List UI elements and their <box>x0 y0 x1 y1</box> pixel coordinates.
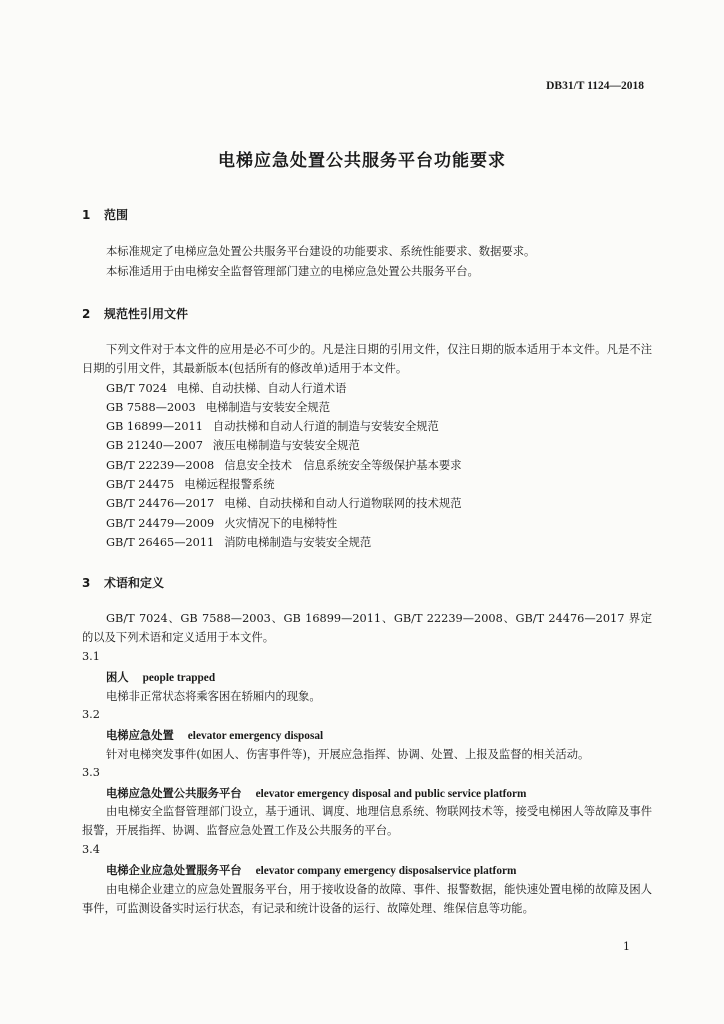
reference-code: GB 21240—2007 <box>106 439 203 452</box>
reference-code: GB/T 24476—2017 <box>106 497 215 510</box>
reference-code: GB/T 7024 <box>106 382 168 395</box>
term-definition: 针对电梯突发事件(如困人、伤害事件等)，开展应急指挥、协调、处置、上报及监督的相关活动。 <box>106 748 590 761</box>
section-title: 规范性引用文件 <box>104 307 189 321</box>
reference-item <box>106 534 371 550</box>
scope-line-1: 本标准规定了电梯应急处置公共服务平台建设的功能要求、系统性能要求、数据要求。 <box>106 245 536 258</box>
term-heading <box>106 669 215 685</box>
standard-code: DB31/T 1124—2018 <box>546 80 644 92</box>
term-definition: 由电梯企业建立的应急处置服务平台，用于接收设备的故障、事件、报警数据，能快速处置电梯的故障及困人事件，可监测设备实时运行状态，有记录和统计设备的运行、故障处理、维保信息等功能。 <box>82 883 652 915</box>
term-en: elevator company emergency disposalservice platform <box>255 865 517 877</box>
term-number: 3.3 <box>82 766 100 779</box>
reference-title: 火灾情况下的电梯特性 <box>224 517 338 530</box>
term-number: 3.1 <box>82 650 100 663</box>
section-2-heading <box>82 305 188 322</box>
section-title: 术语和定义 <box>104 576 165 590</box>
reference-code: GB/T 24475 <box>106 478 175 491</box>
reference-item <box>106 457 462 473</box>
term-heading <box>106 862 516 878</box>
section-number: 1 <box>82 208 91 222</box>
reference-title: 液压电梯制造与安装安全规范 <box>212 439 360 452</box>
page-number: 1 <box>623 940 630 953</box>
term-en: elevator emergency disposal <box>187 730 324 742</box>
section-number: 3 <box>82 576 91 590</box>
term-number: 3.4 <box>82 843 100 856</box>
reference-code: GB/T 24479—2009 <box>106 517 215 530</box>
reference-item <box>106 418 439 434</box>
term-definition: 由电梯安全监督管理部门设立，基于通讯、调度、地理信息系统、物联网技术等，接受电梯困人等故障及事件报警，开展指挥、协调、监督应急处置工作及公共服务的平台。 <box>82 805 652 837</box>
reference-item <box>106 515 337 531</box>
reference-item <box>106 495 462 511</box>
reference-code: GB 7588—2003 <box>106 401 196 414</box>
term-heading <box>106 727 323 743</box>
section-number: 2 <box>82 307 91 321</box>
reference-item <box>106 399 330 415</box>
term-heading <box>106 785 526 801</box>
term-zh: 电梯应急处置公共服务平台 <box>106 786 242 800</box>
term-en: elevator emergency disposal and public service platform <box>255 788 527 800</box>
reference-title: 电梯制造与安装安全规范 <box>205 401 330 414</box>
reference-title: 电梯、自动扶梯、自动人行道术语 <box>177 382 347 395</box>
reference-item <box>106 380 346 396</box>
section-title: 范围 <box>104 208 129 222</box>
reference-item <box>106 476 275 492</box>
section-1-heading <box>82 206 128 223</box>
reference-item <box>106 437 360 453</box>
reference-code: GB/T 22239—2008 <box>106 459 215 472</box>
reference-title: 电梯、自动扶梯和自动人行道物联网的技术规范 <box>224 497 462 510</box>
document-title: 电梯应急处置公共服务平台功能要求 <box>218 151 506 171</box>
term-definition: 电梯非正常状态将乘客困在轿厢内的现象。 <box>106 690 321 703</box>
reference-title: 电梯远程报警系统 <box>184 478 275 491</box>
reference-title: 信息安全技术 信息系统安全等级保护基本要求 <box>224 459 462 472</box>
reference-code: GB/T 26465—2011 <box>106 536 215 549</box>
references-intro: 下列文件对于本文件的应用是必不可少的。凡是注日期的引用文件，仅注日期的版本适用于本文件。凡是不注日期的引用文件，其最新版本(包括所有的修改单)适用于本文件。 <box>82 343 652 375</box>
term-zh: 电梯企业应急处置服务平台 <box>106 863 242 877</box>
terms-intro: GB/T 7024、GB 7588—2003、GB 16899—2011、GB/T 22239—2008、GB/T 24476—2017 界定的以及下列术语和定义适用于本文件。 <box>82 612 652 644</box>
section-3-heading <box>82 574 164 591</box>
term-en: people trapped <box>142 672 216 684</box>
term-zh: 电梯应急处置 <box>106 728 174 742</box>
scope-line-2: 本标准适用于由电梯安全监督管理部门建立的电梯应急处置公共服务平台。 <box>106 265 479 278</box>
reference-title: 自动扶梯和自动人行道的制造与安装安全规范 <box>212 420 439 433</box>
term-number: 3.2 <box>82 708 100 721</box>
reference-code: GB 16899—2011 <box>106 420 203 433</box>
reference-title: 消防电梯制造与安装安全规范 <box>224 536 372 549</box>
term-zh: 困人 <box>106 670 129 684</box>
